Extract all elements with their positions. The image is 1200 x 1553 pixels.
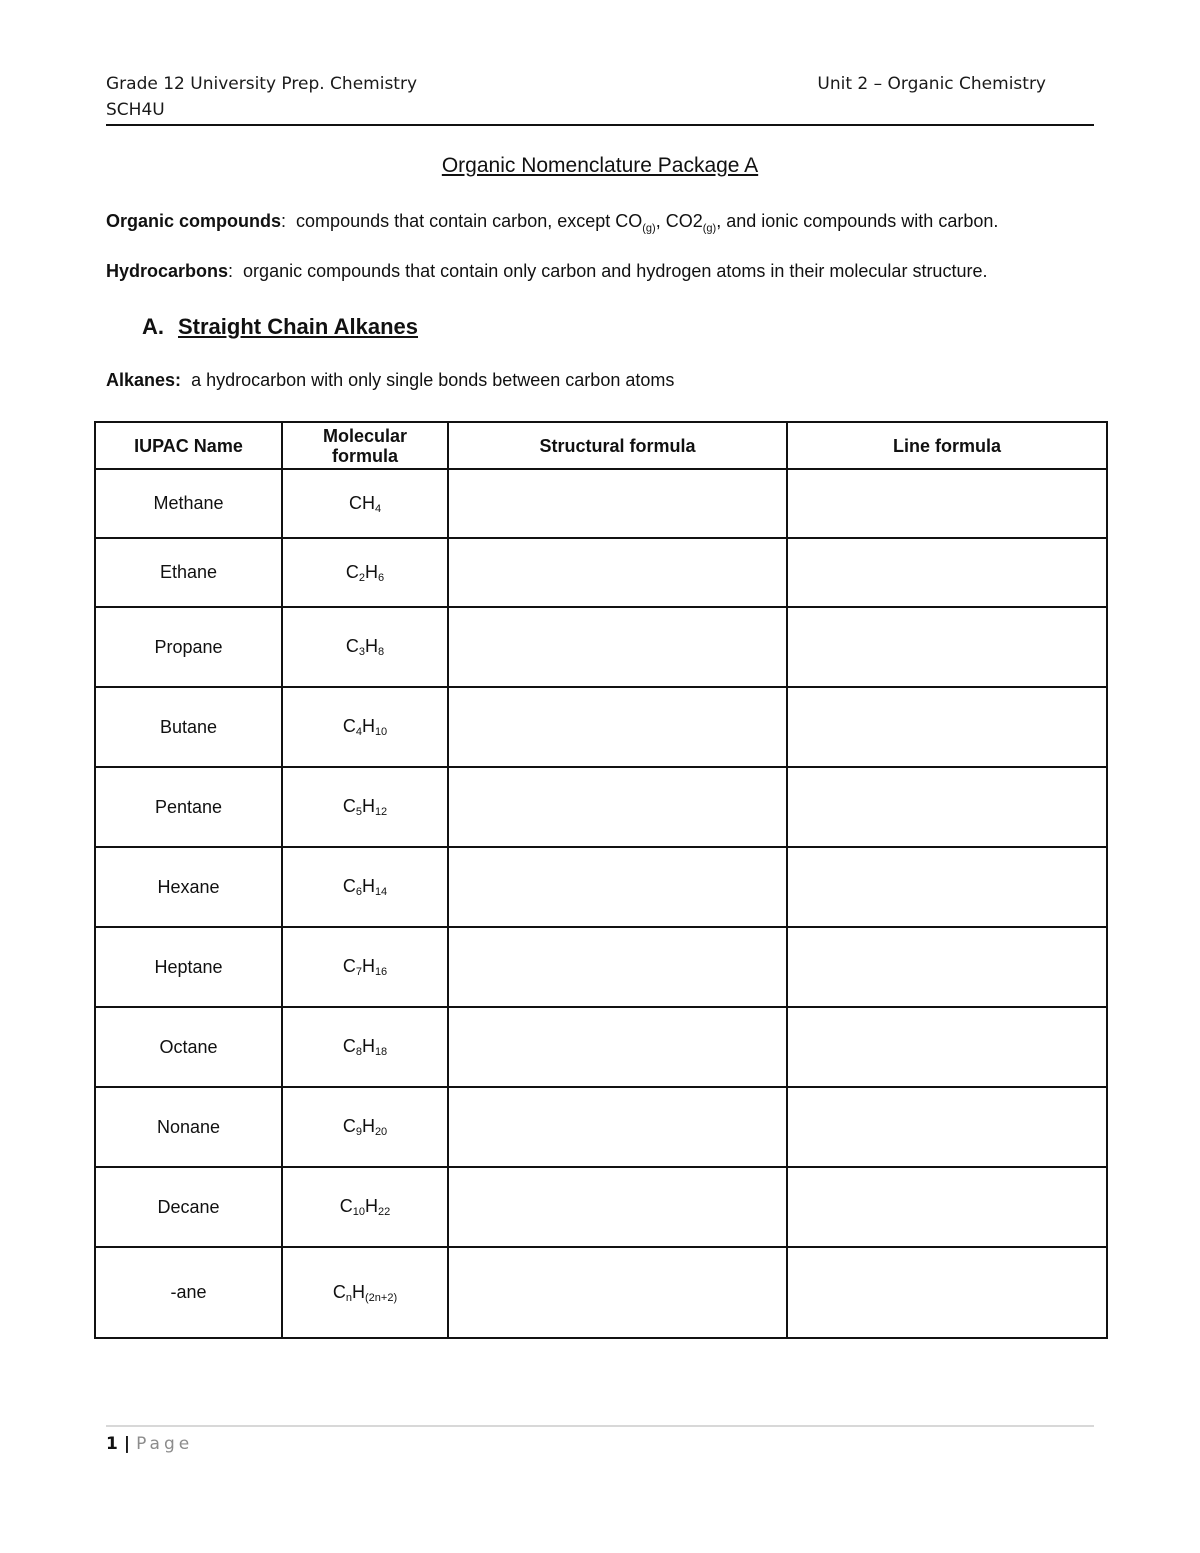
table-row [95, 1247, 1107, 1338]
footer-divider [106, 1425, 1094, 1427]
header-structural-formula: Structural formula [448, 422, 787, 469]
molecular-formula: $C_9H_{20}$ [282, 1087, 448, 1167]
hydrocarbons-definition: Hydrocarbons: organic compounds that contain only carbon and hydrogen atoms in their molecular structure. [106, 261, 988, 281]
organic-num-2: 2 [692, 211, 703, 231]
course-code: SCH4U [106, 100, 165, 120]
organic-text-1: compounds that contain carbon, except CO [296, 211, 643, 231]
line-formula-blank[interactable] [787, 538, 1107, 607]
line-formula-blank[interactable] [787, 927, 1107, 1007]
structural-formula-blank[interactable] [448, 538, 787, 607]
molecular-formula: $C_7H_{16}$ [282, 927, 448, 1007]
page-number: 1 [106, 1434, 118, 1454]
section-title: Straight Chain Alkanes [178, 314, 419, 339]
alkane-name: Nonane [95, 1087, 282, 1167]
organic-compounds-term: Organic compounds [106, 211, 282, 231]
course-title: Grade 12 University Prep. Chemistry [106, 74, 418, 94]
structural-formula-blank[interactable] [448, 1247, 787, 1338]
structural-formula-blank[interactable] [448, 1167, 787, 1247]
line-formula-blank[interactable] [787, 847, 1107, 927]
table-row [95, 1007, 1107, 1087]
alkane-name: Butane [95, 687, 282, 767]
page-footer [106, 1434, 193, 1454]
organic-compounds-definition: Organic compounds: compounds that contain carbon, except $CO_{(g)}$, $CO2_{(g)}$, and ionic compounds with carbon. [106, 211, 999, 235]
page-word: Page [136, 1434, 194, 1454]
hydrocarbons-text: organic compounds that contain only carbon and hydrogen atoms in their molecular structure. [243, 261, 988, 281]
molecular-formula: $C_nH_{(2n+2)}$ [282, 1247, 448, 1338]
alkanes-definition [106, 370, 1106, 391]
alkanes-term: Alkanes: [106, 370, 182, 390]
alkane-name: Ethane [95, 538, 282, 607]
hydrocarbons-term: Hydrocarbons [106, 261, 229, 281]
molecular-formula: $C_2H_6$ [282, 538, 448, 607]
molecular-formula: $C_6H_{14}$ [282, 847, 448, 927]
unit-title: Unit 2 – Organic Chemistry [817, 74, 1046, 94]
table-row [95, 927, 1107, 1007]
alkane-name: Pentane [95, 767, 282, 847]
page-header [106, 74, 1094, 126]
table-row [95, 767, 1107, 847]
table-row [95, 687, 1107, 767]
alkanes-text: a hydrocarbon with only single bonds between carbon atoms [191, 370, 675, 390]
alkane-name: Hexane [95, 847, 282, 927]
molecular-formula: $C_{10}H_{22}$ [282, 1167, 448, 1247]
table-row [95, 1167, 1107, 1247]
section-heading [142, 314, 418, 340]
organic-sub-1: (g) [642, 222, 656, 235]
structural-formula-blank[interactable] [448, 767, 787, 847]
molecular-formula: $CH_4$ [282, 469, 448, 538]
line-formula-blank[interactable] [787, 1247, 1107, 1338]
structural-formula-blank[interactable] [448, 687, 787, 767]
structural-formula-blank[interactable] [448, 847, 787, 927]
table-row [95, 607, 1107, 687]
molecular-formula: $C_5H_{12}$ [282, 767, 448, 847]
alkane-name: Heptane [95, 927, 282, 1007]
line-formula-blank[interactable] [787, 767, 1107, 847]
table-row [95, 847, 1107, 927]
line-formula-blank[interactable] [787, 1007, 1107, 1087]
line-formula-blank[interactable] [787, 607, 1107, 687]
footer-separator: | [123, 1434, 131, 1454]
structural-formula-blank[interactable] [448, 1087, 787, 1167]
table-row [95, 538, 1107, 607]
header-iupac-name: IUPAC Name [95, 422, 282, 469]
structural-formula-blank[interactable] [448, 469, 787, 538]
header-line-formula: Line formula [787, 422, 1107, 469]
molecular-formula: $C_4H_{10}$ [282, 687, 448, 767]
structural-formula-blank[interactable] [448, 927, 787, 1007]
organic-text-2: , CO [655, 211, 693, 231]
alkane-name: Octane [95, 1007, 282, 1087]
header-molecular-formula: Molecular formula [282, 422, 448, 469]
organic-sub-2: (g) [702, 222, 717, 235]
alkanes-table [94, 421, 1108, 1339]
line-formula-blank[interactable] [787, 687, 1107, 767]
table-row [95, 1087, 1107, 1167]
table-row [95, 469, 1107, 538]
molecular-formula: $C_3H_8$ [282, 607, 448, 687]
line-formula-blank[interactable] [787, 1087, 1107, 1167]
structural-formula-blank[interactable] [448, 1007, 787, 1087]
document-title: Organic Nomenclature Package A [441, 154, 759, 177]
line-formula-blank[interactable] [787, 469, 1107, 538]
line-formula-blank[interactable] [787, 1167, 1107, 1247]
organic-text-3: , and ionic compounds with carbon. [716, 211, 999, 231]
header-divider [106, 124, 1094, 126]
molecular-formula: $C_8H_{18}$ [282, 1007, 448, 1087]
alkane-name: -ane [95, 1247, 282, 1338]
alkane-name: Decane [95, 1167, 282, 1247]
alkane-name: Methane [95, 469, 282, 538]
structural-formula-blank[interactable] [448, 607, 787, 687]
alkane-name: Propane [95, 607, 282, 687]
section-letter: A. [142, 314, 164, 339]
